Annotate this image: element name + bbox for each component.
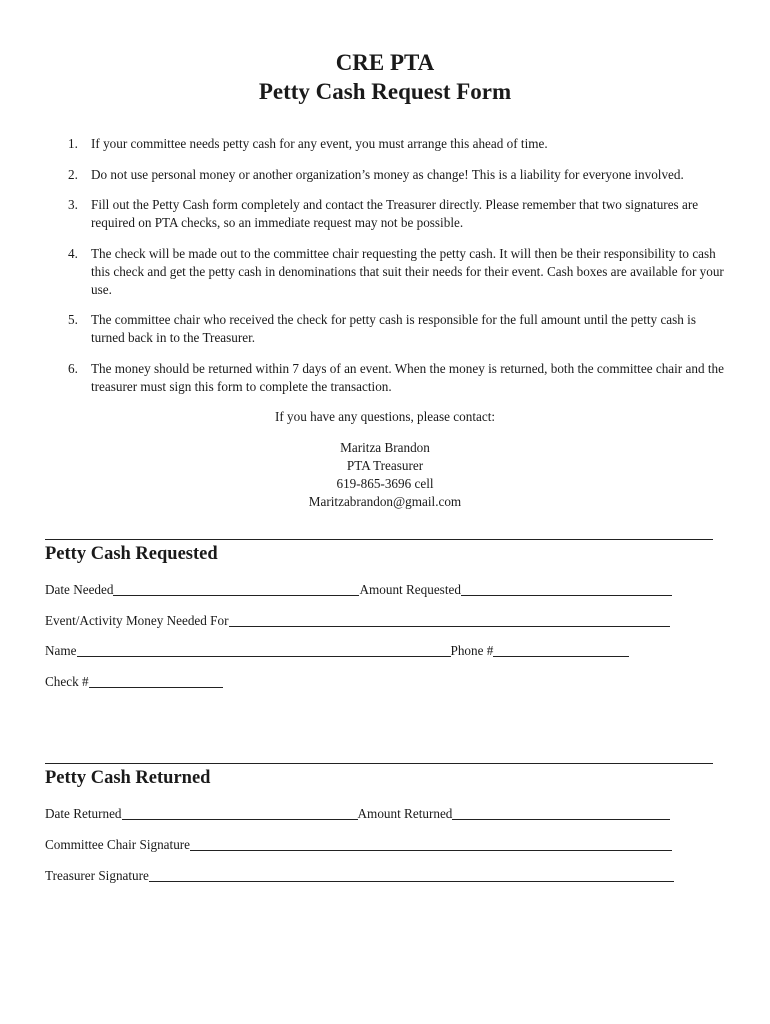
name-label: Name (45, 643, 77, 658)
form-title: Petty Cash Request Form (258, 79, 512, 104)
treasurer-signature-label: Treasurer Signature (45, 868, 149, 883)
phone-label: Phone # (450, 643, 494, 658)
instruction-item (0, 135, 770, 153)
event-activity-row (45, 612, 670, 630)
instruction-number: 3. (68, 197, 78, 212)
amount-returned-label: Amount Returned (357, 806, 453, 821)
date-needed-label: Date Needed (45, 582, 114, 597)
contact-prompt: If you have any questions, please contact: (274, 409, 496, 424)
check-row (45, 673, 223, 691)
instruction-text: If your committee needs petty cash for any event, you must arrange this ahead of time. (91, 136, 548, 151)
contact-role: PTA Treasurer (346, 458, 424, 473)
instruction-number: 5. (68, 312, 78, 327)
date-needed-row (45, 581, 672, 599)
instruction-text: The committee chair who received the check for petty cash is responsible for the full amount until the petty cash is turned back in to the Treasurer. (91, 312, 696, 345)
contact-info (0, 439, 770, 511)
amount-returned-field[interactable] (452, 819, 670, 820)
instruction-text: Do not use personal money or another organization’s money as change! This is a liability for everyone involved. (91, 166, 684, 182)
instructions-list (0, 135, 770, 408)
chair-signature-label: Committee Chair Signature (45, 837, 191, 852)
instruction-text: The check will be made out to the committee chair requesting the petty cash. It will then be their responsibility to cash this check and get the petty cash in denominations that suit their needs for their event. Cash boxes are available for your use. (91, 245, 724, 297)
returned-section-title: Petty Cash Returned (45, 768, 211, 788)
instruction-number: 2. (68, 166, 78, 182)
instruction-number: 1. (68, 136, 78, 151)
check-field[interactable] (89, 687, 223, 688)
chair-signature-field[interactable] (190, 850, 672, 851)
requested-section-title: Petty Cash Requested (45, 544, 218, 564)
form-title-org: CRE PTA (335, 50, 435, 75)
instruction-number: 4. (68, 245, 78, 261)
treasurer-signature-row (45, 867, 674, 885)
date-needed-field[interactable] (113, 595, 359, 596)
instruction-number: 6. (68, 360, 78, 376)
contact-phone: 619-865-3696 cell (336, 476, 434, 491)
name-phone-row (45, 642, 629, 660)
treasurer-signature-field[interactable] (149, 881, 674, 882)
event-activity-label: Event/Activity Money Needed For (45, 613, 229, 628)
check-label: Check # (45, 674, 89, 689)
name-field[interactable] (77, 656, 451, 657)
amount-requested-label: Amount Requested (359, 582, 461, 597)
amount-requested-field[interactable] (461, 595, 672, 596)
instruction-item (0, 360, 770, 396)
section-divider (45, 539, 713, 540)
date-returned-row (45, 805, 670, 823)
contact-name: Maritza Brandon (340, 440, 430, 455)
instruction-text: Fill out the Petty Cash form completely and contact the Treasurer directly. Please remember that two signatures are required on PTA checks, so an immediate request may not be possible. (91, 197, 699, 230)
contact-email: Maritzabrandon@gmail.com (308, 494, 462, 509)
instruction-item (0, 166, 770, 184)
phone-field[interactable] (493, 656, 629, 657)
instruction-item (0, 311, 770, 347)
instruction-item (0, 245, 770, 299)
instruction-item (0, 196, 770, 232)
chair-signature-row (45, 836, 672, 854)
event-activity-field[interactable] (229, 626, 670, 627)
instruction-text: The money should be returned within 7 days of an event. When the money is returned, both the committee chair and the treasurer must sign this form to complete the transaction. (91, 360, 724, 394)
date-returned-field[interactable] (122, 819, 358, 820)
section-divider (45, 763, 713, 764)
date-returned-label: Date Returned (45, 806, 122, 821)
